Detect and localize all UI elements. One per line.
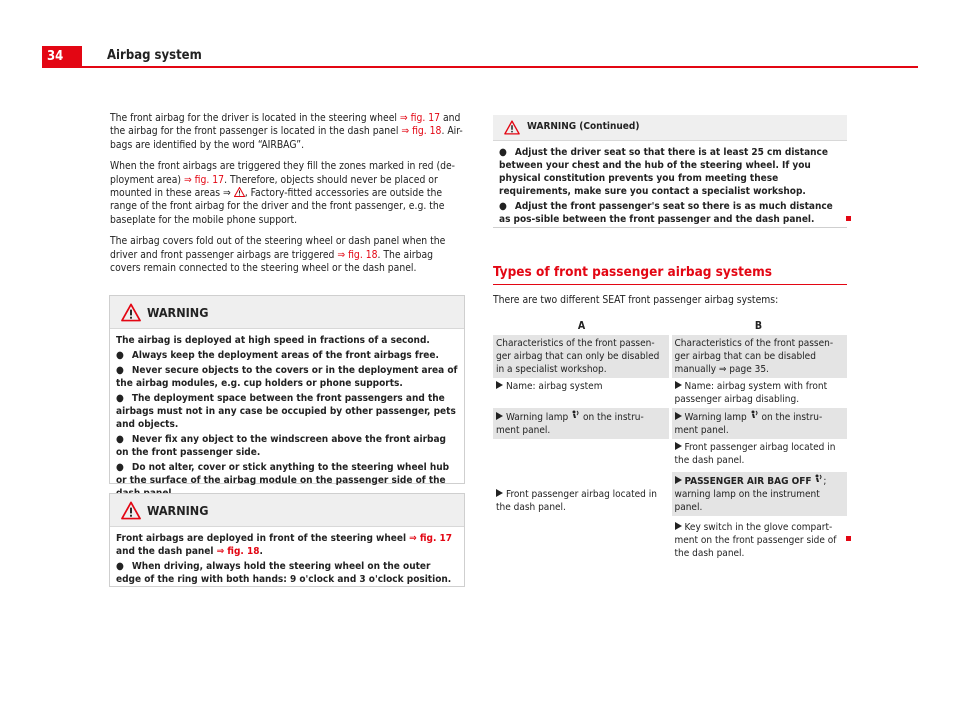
table-cell: Warning lamp on the instru-ment panel.: [493, 408, 670, 439]
table-cell: Characteristics of the front passen-ger airbag that can only be disabled in a specialist workshop.: [493, 335, 670, 378]
table-cell: Name: airbag system with front passenger airbag disabling.: [674, 381, 828, 405]
arrow-bullet-icon: [675, 381, 682, 389]
table-cell: Front passenger airbag located in the dash panel.: [493, 439, 670, 562]
table-row: [493, 439, 847, 562]
warning-label: WARNING: [147, 503, 209, 518]
table-subcell: Key switch in the glove compart-ment on the front passenger side of the dash panel.: [672, 516, 848, 562]
warning-bullet: ● Never fix any object to the windscreen above the front airbag on the front passenger side.: [116, 434, 446, 458]
paragraph-3: The airbag covers fold out of the steering wheel or dash panel when the driver and front passenger airbags are triggered ⇒ fig. 18. The airbag covers remain connected to the steering wheel or the dash panel.: [110, 235, 446, 275]
warning-bullet: ● Do not alter, cover or stick anything to the steering wheel hub or the surface of the airbag module on the passenger side of the: [116, 462, 450, 486]
warning-header: [110, 494, 464, 527]
warning-label: WARNING (Continued): [527, 121, 640, 132]
table-cell: [670, 439, 847, 562]
warning-bullet: ● Never secure objects to the covers or in the deployment area of the airbag modules, e.g. cup holders or phone supports.: [116, 365, 458, 389]
warning-header: [110, 296, 464, 329]
fig18-link[interactable]: ⇒ fig. 18: [216, 546, 260, 557]
warning-label: WARNING: [147, 305, 209, 320]
warning-icon[interactable]: [234, 187, 245, 197]
page-title: Airbag system: [107, 48, 202, 63]
table-subcell: Front passenger airbag located in the dash panel.: [674, 442, 836, 466]
fig17-link[interactable]: ⇒ fig. 17: [399, 112, 441, 124]
warning-box-2: [109, 493, 465, 587]
fig17-link[interactable]: ⇒ fig. 17: [183, 173, 225, 186]
column-header-a: A: [577, 320, 586, 332]
airbag-warning-lamp-icon: [750, 410, 759, 420]
warning-bullet: ● Adjust the front passenger's seat so there is as much distance as pos-sible between the front passenger and the dash panel.: [499, 201, 833, 225]
section-title: Types of front passenger airbag systems: [493, 264, 772, 280]
warning-bullet: ● Adjust the driver seat so that there is at least 25 cm distance between your chest and the hub of the steering wheel. If you physical constitution prevents you from meeting these requirements, make sure you contact a specialist workshop.: [499, 147, 828, 197]
arrow-bullet-icon: [496, 489, 503, 497]
fig17-link[interactable]: ⇒ fig. 17: [409, 533, 453, 544]
arrow-bullet-icon: [675, 476, 682, 484]
arrow-bullet-icon: [496, 381, 503, 389]
table-row: [493, 335, 847, 378]
table-row: [493, 378, 847, 408]
arrow-bullet-icon: [675, 522, 682, 530]
arrow-bullet-icon: [675, 412, 682, 420]
paragraph-2: When the front airbags are triggered they fill the zones marked in red (de-ployment area) ⇒ fig. 17. Therefore, objects should never be placed or mounted in these areas ⇒ , Factory-fitted accessories are outside the range of the front airbag for the driver and the front passenger, e.g. the baseplate for the mobile phone support.: [110, 160, 456, 226]
warning-bullet: ● Always keep the deployment areas of the front airbags free.: [116, 350, 439, 361]
table-cell: Name: airbag system: [493, 378, 670, 408]
header-rule: [42, 66, 918, 68]
column-header-b: B: [754, 320, 763, 332]
section-intro: There are two different SEAT front passenger airbag systems:: [493, 294, 779, 306]
warning-bullet: ● When driving, always hold the steering wheel on the outer edge of the ring with both hands: 9 o'clock and 3 o'clock position.: [116, 561, 452, 585]
warning-header: [493, 115, 847, 141]
section-end-marker: [846, 536, 851, 541]
arrow-bullet-icon: [675, 442, 682, 450]
paragraph-1: The front airbag for the driver is located in the steering wheel ⇒ fig. 17 and the airbag for the front passenger is located in the dash panel ⇒ fig. 18. Air-bags are identified by the word “AIRBAG”.: [110, 112, 463, 151]
table-cell: Characteristics of the front passen-ger airbag that can be disabled manually ⇒ page 35.: [670, 335, 847, 378]
arrow-bullet-icon: [496, 412, 503, 420]
warning-continued-box: [493, 115, 847, 228]
section-rule: [493, 284, 847, 285]
warning-triangle-icon: [120, 303, 142, 322]
fig18-link[interactable]: ⇒ fig. 18: [401, 125, 442, 138]
warning-box-1: [109, 295, 465, 484]
warning-triangle-icon: [120, 501, 142, 520]
warning-bullet: ● The deployment space between the front passengers and the airbags must not in any case be occupied by other passenger, pets and objects.: [116, 393, 456, 430]
warning-triangle-icon: [503, 120, 521, 135]
table-subcell: PASSENGER AIR BAG OFF ; warning lamp on the instrument panel.: [672, 469, 848, 516]
page-number: 34: [42, 46, 82, 68]
section-end-marker: [846, 216, 851, 221]
warning-lead: The airbag is deployed at high speed in fractions of a second.: [116, 335, 430, 346]
table-cell: Warning lamp on the instru-ment panel.: [670, 408, 847, 439]
left-column: [110, 112, 464, 283]
airbag-systems-table: [493, 318, 847, 562]
warning-lead: Front airbags are deployed in front of the steering wheel ⇒ fig. 17 and the dash panel ⇒ fig. 18.: [116, 533, 453, 557]
fig18-link[interactable]: ⇒ fig. 18: [337, 248, 378, 261]
airbag-warning-lamp-icon: [571, 410, 580, 420]
table-row: [493, 408, 847, 439]
